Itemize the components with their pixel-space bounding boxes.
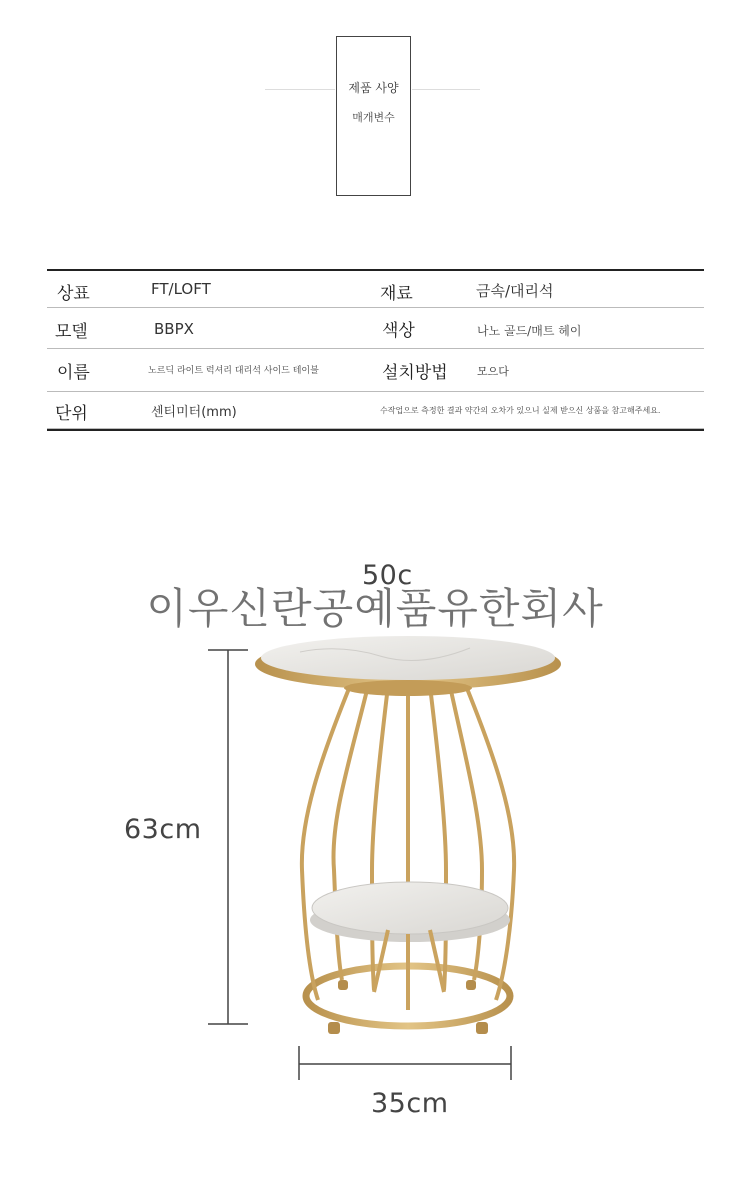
value-name: 노르딕 라이트 럭셔리 대리석 사이드 테이블 [148,366,319,376]
table-row [47,271,704,308]
spec-header-title: 제품 사양 [348,81,399,95]
value-unit: 센티미터(mm) [151,405,237,420]
lower-shelf [312,882,508,934]
spec-table [47,269,704,431]
foot-right [476,1022,488,1034]
tabletop [261,636,555,680]
label-unit: 단위 [55,404,88,424]
table-row [47,392,704,429]
spec-header-box [336,36,411,196]
label-name: 이름 [57,363,90,383]
value-install: 모으다 [477,365,509,378]
spec-header-subtitle: 매개변수 [352,111,395,124]
label-color: 색상 [382,321,415,341]
top-dimension-label: 50c [362,560,413,591]
foot-back-right [466,980,476,990]
label-install: 설치방법 [382,363,448,383]
table-row [47,308,704,349]
tabletop-collar [344,680,472,696]
height-dimension-label: 63cm [124,814,202,845]
value-brand: FT/LOFT [151,280,211,298]
label-model: 모델 [55,322,88,342]
value-model: BBPX [154,320,194,338]
header-line-right [412,89,480,90]
label-material: 재료 [380,284,413,304]
measurement-note: 수작업으로 측정한 결과 약간의 오차가 있으니 실제 받으신 상품을 참고해주세요. [380,406,661,415]
header-line-left [265,89,335,90]
label-brand: 상표 [57,284,90,304]
value-material: 금속/대리석 [476,282,554,300]
width-dimension-label: 35cm [371,1088,449,1119]
foot-back-left [338,980,348,990]
table-row [47,349,704,392]
width-dimension-line [299,1046,511,1080]
foot-left [328,1022,340,1034]
table-bottom-rule [47,429,704,431]
company-watermark: 이우신란공예품유한회사 [146,584,604,633]
height-dimension-line [208,650,248,1024]
value-color: 나노 골드/매트 헤이 [477,324,582,338]
